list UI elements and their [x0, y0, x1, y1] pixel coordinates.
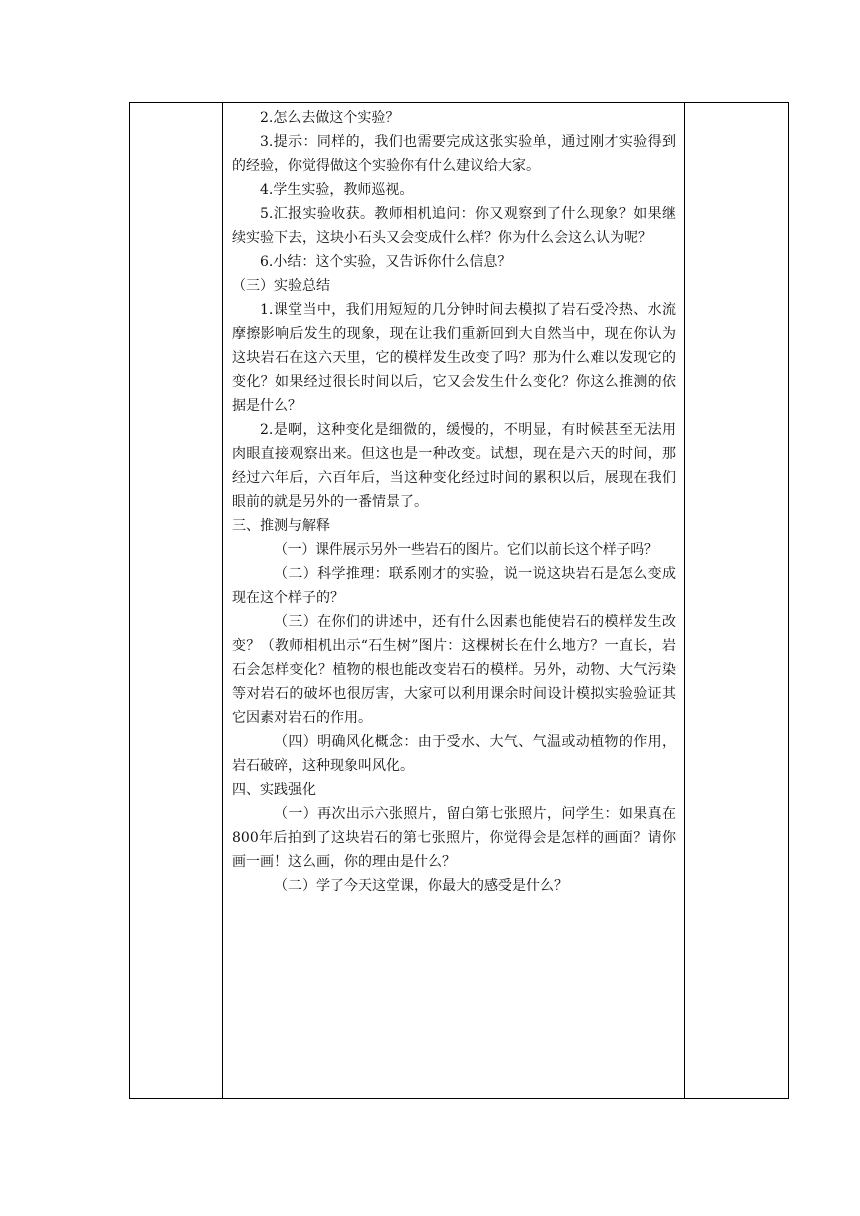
- paragraph-practice-2: （二）学了今天这堂课，你最大的感受是什么？: [274, 878, 568, 894]
- paragraph-inference-1: （一）课件展示另外一些岩石的图片。它们以前长这个样子吗？: [274, 542, 658, 558]
- paragraph-step-4: 4.学生实验，教师巡视。: [260, 182, 414, 198]
- paragraph-inference-2: （二）科学推理：联系刚才的实验，说一说这块岩石是怎么变成现在这个样子的？: [232, 566, 676, 606]
- lesson-plan-table: [129, 102, 789, 1099]
- paragraph-summary-1: 1.课堂当中，我们用短短的几分钟时间去模拟了岩石受冷热、水流摩擦影响后发生的现象，现在让我们重新回到大自然当中，现在你认为这块岩石在这六天里，它的模样发生改变了吗？那为什么难以发现它的变化？如果经过很长时间以后，它又会发生什么变化？你这么推测的依据是什么？: [232, 302, 676, 414]
- paragraph-practice-1: （一）再次出示六张照片，留白第七张照片，问学生：如果真在800年后拍到了这块岩石的第七张照片，你觉得会是怎样的画面？请你画一画！这么画，你的理由是什么？: [232, 806, 676, 870]
- left-column-cell: [130, 103, 223, 1099]
- paragraph-inference-3: （三）在你们的讲述中，还有什么因素也能使岩石的模样发生改变？（教师相机出示“石生树”图片：这棵树长在什么地方？一直长，岩石会怎样变化？植物的根也能改变岩石的模样。另外，动物、大气污染等对岩石的破坏也很厉害，大家可以利用课余时间设计模拟实验验证其它因素对岩石的作用。: [232, 614, 676, 726]
- table-row: [130, 103, 789, 1099]
- paragraph-step-5: 5.汇报实验收获。教师相机追问：你又观察到了什么现象？如果继续实验下去，这块小石头又会变成什么样？你为什么会这么认为呢？: [232, 206, 676, 246]
- paragraph-step-3: 3.提示：同样的，我们也需要完成这张实验单，通过刚才实验得到的经验，你觉得做这个实验你有什么建议给大家。: [232, 134, 676, 174]
- paragraph-inference-4: （四）明确风化概念：由于受水、大气、气温或动植物的作用，岩石破碎，这种现象叫风化。: [232, 734, 676, 774]
- section-heading-experiment-summary: （三）实验总结: [232, 278, 330, 294]
- section-heading-inference: 三、推测与解释: [232, 518, 330, 534]
- lesson-content: [223, 103, 684, 898]
- paragraph-step-6: 6.小结：这个实验，又告诉你什么信息？: [260, 254, 512, 270]
- paragraph-summary-2: 2.是啊，这种变化是细微的，缓慢的，不明显，有时候甚至无法用肉眼直接观察出来。但这也是一种改变。试想，现在是六天的时间，那经过六年后，六百年后，当这种变化经过时间的累积以后，展现在我们眼前的就是另外的一番情景了。: [232, 422, 676, 510]
- content-cell: [223, 103, 685, 1099]
- paragraph-step-2: 2.怎么去做这个实验？: [260, 110, 400, 126]
- right-column-cell: [685, 103, 789, 1099]
- section-heading-practice: 四、实践强化: [232, 782, 316, 798]
